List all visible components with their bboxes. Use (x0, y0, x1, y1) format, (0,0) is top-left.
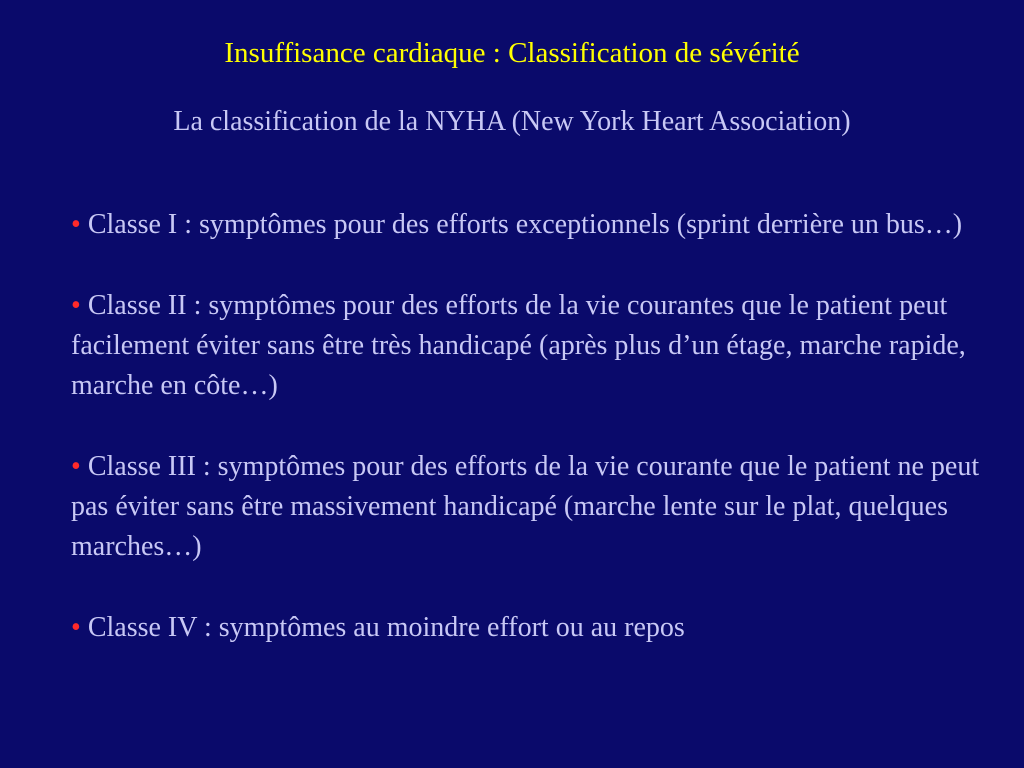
bullet-icon: • (71, 290, 81, 321)
classe-ii-text: Classe II : symptômes pour des efforts de la vie courantes que le patient peut facilement éviter sans être très handicapé (après plus d’un étage, marche rapide, marche en côte…) (71, 290, 966, 401)
classe-iii-text: Classe III : symptômes pour des efforts de la vie courante que le patient ne peut pas éviter sans être massivement handicapé (marche lente sur le plat, quelques marches…) (71, 451, 980, 562)
list-item-classe-i (71, 205, 991, 245)
slide-subtitle: La classification de la NYHA (New York Heart Association) (173, 106, 851, 137)
list-item-classe-ii (71, 286, 991, 406)
classe-i-text: Classe I : symptômes pour des efforts exceptionnels (sprint derrière un bus…) (87, 209, 963, 240)
classe-iv-text: Classe IV : symptômes au moindre effort ou au repos (87, 612, 685, 643)
list-item-classe-iv (71, 608, 991, 648)
bullet-icon: • (71, 451, 81, 482)
bullet-icon: • (71, 209, 81, 240)
classification-list (71, 205, 991, 648)
list-item-classe-iii (71, 447, 991, 567)
slide-title: Insuffisance cardiaque : Classification de sévérité (224, 37, 800, 69)
bullet-icon: • (71, 612, 81, 643)
